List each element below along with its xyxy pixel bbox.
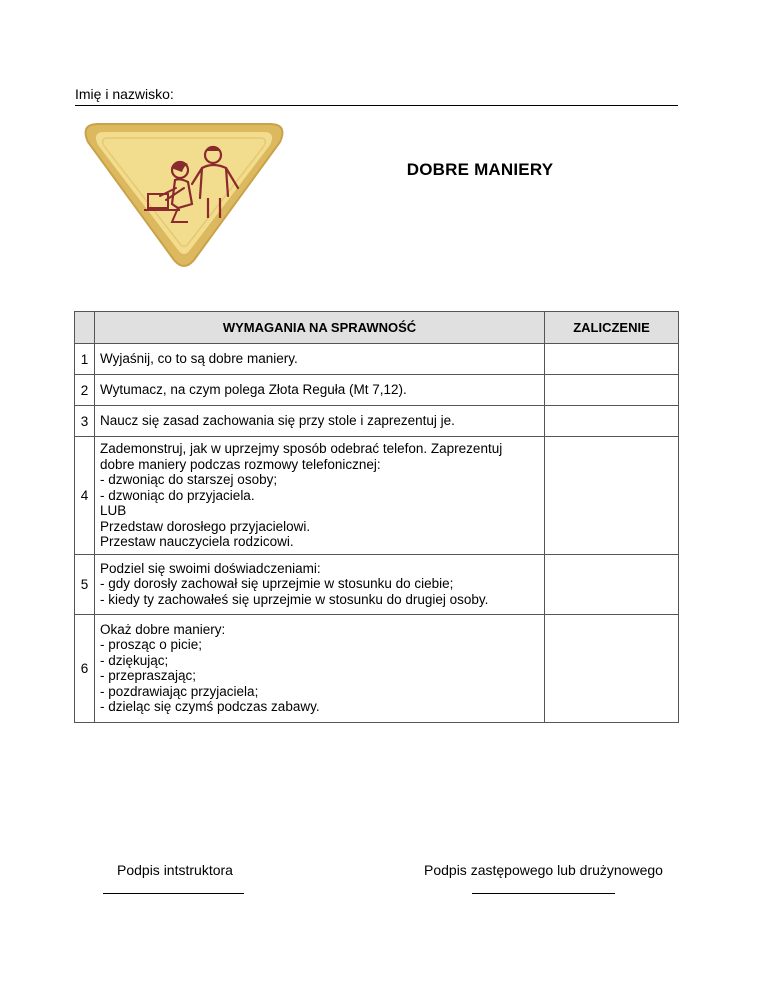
- completion-cell[interactable]: [545, 375, 679, 406]
- instructor-signature-line[interactable]: [103, 893, 244, 894]
- row-number: 6: [75, 614, 95, 722]
- requirement-line: - dziękując;: [100, 652, 169, 668]
- requirement-line: Podziel się swoimi doświadczeniami:: [100, 560, 321, 576]
- requirement-line: Wytumacz, na czym polega Złota Reguła (Mt 7,12).: [100, 382, 407, 398]
- requirement-line: Okaż dobre maniery:: [100, 621, 226, 637]
- header-completion: ZALICZENIE: [545, 312, 679, 344]
- table-row: [75, 344, 679, 375]
- requirements-body: [75, 344, 679, 723]
- requirement-text: [95, 406, 545, 437]
- requirement-line: dobre maniery podczas rozmowy telefonicznej:: [100, 456, 381, 472]
- completion-cell[interactable]: [545, 344, 679, 375]
- requirement-text: [95, 344, 545, 375]
- completion-cell[interactable]: [545, 614, 679, 722]
- requirement-line: Naucz się zasad zachowania się przy stole i zaprezentuj je.: [100, 413, 455, 429]
- requirement-text: [95, 375, 545, 406]
- row-number: 4: [75, 437, 95, 555]
- requirement-line: - prosząc o picie;: [100, 637, 203, 652]
- leader-signature-line[interactable]: [472, 893, 615, 894]
- table-header-row: [75, 312, 679, 344]
- requirement-line: - kiedy ty zachowałeś się uprzejmie w stosunku do drugiej osoby.: [100, 591, 489, 607]
- row-number: 2: [75, 375, 95, 406]
- requirement-line: - dzieląc się czymś podczas zabawy.: [100, 699, 320, 714]
- requirement-line: Przedstaw dorosłego przyjacielowi.: [100, 518, 311, 534]
- table-row: [75, 375, 679, 406]
- requirement-line: - dzwoniąc do przyjaciela.: [100, 487, 255, 503]
- requirements-table: [74, 311, 679, 723]
- requirement-line: Wyjaśnij, co to są dobre maniery.: [100, 351, 298, 367]
- row-number: 1: [75, 344, 95, 375]
- header-number: [75, 312, 95, 344]
- requirement-line: - gdy dorosły zachował się uprzejmie w stosunku do ciebie;: [100, 576, 454, 592]
- name-field-label: Imię i nazwisko:: [75, 86, 678, 106]
- instructor-signature-label: Podpis intstruktora: [117, 862, 233, 878]
- table-row: [75, 554, 679, 614]
- table-row: [75, 406, 679, 437]
- requirement-line: - dzwoniąc do starszej osoby;: [100, 472, 278, 487]
- requirement-line: Przestaw nauczyciela rodzicowi.: [100, 534, 294, 549]
- page-title: DOBRE MANIERY: [406, 160, 554, 179]
- requirement-line: Zademonstruj, jak w uprzejmy sposób odebrać telefon. Zaprezentuj: [100, 441, 503, 456]
- requirement-text: [95, 554, 545, 614]
- header-requirements: WYMAGANIA NA SPRAWNOŚĆ: [95, 312, 545, 344]
- requirement-line: - przepraszając;: [100, 668, 197, 683]
- row-number: 5: [75, 554, 95, 614]
- requirement-text: [95, 437, 545, 555]
- completion-cell[interactable]: [545, 437, 679, 555]
- completion-cell[interactable]: [545, 406, 679, 437]
- table-row: [75, 437, 679, 555]
- requirement-line: LUB: [100, 503, 127, 518]
- requirement-line: - pozdrawiając przyjaciela;: [100, 683, 259, 699]
- completion-cell[interactable]: [545, 554, 679, 614]
- requirement-text: [95, 614, 545, 722]
- person-at-computer-badge-icon: [80, 118, 288, 268]
- leader-signature-label: Podpis zastępowego lub drużynowego: [424, 862, 663, 878]
- row-number: 3: [75, 406, 95, 437]
- table-row: [75, 614, 679, 722]
